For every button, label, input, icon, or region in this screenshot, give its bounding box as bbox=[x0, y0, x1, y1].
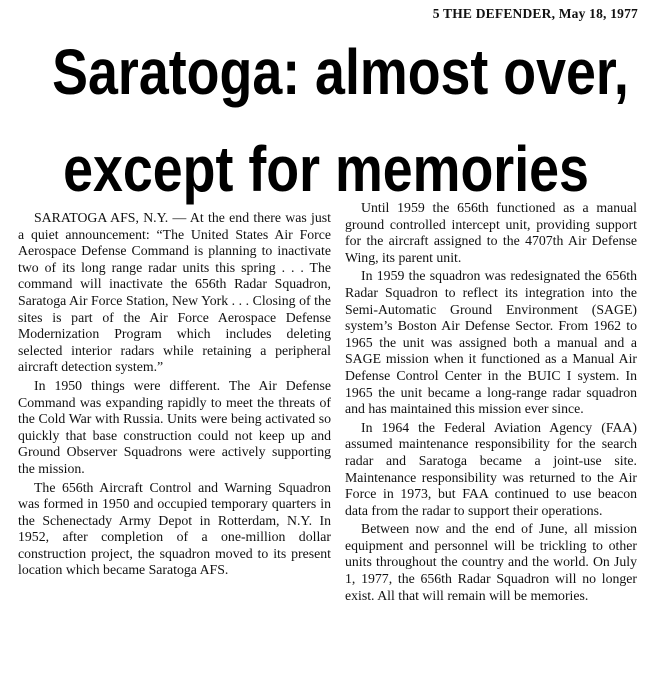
article-column-left bbox=[18, 210, 331, 581]
article-column-right bbox=[345, 200, 637, 606]
article-paragraph: Until 1959 the 656th functioned as a manual ground controlled intercept unit, providing support for the aircraft assigned to the 4707th Air Defense Wing, its parent unit. bbox=[345, 200, 637, 265]
page-folio: 5 THE DEFENDER, May 18, 1977 bbox=[432, 6, 638, 21]
article-paragraph: In 1959 the squadron was redesignated the 656th Radar Squadron to reflect its integration into the Semi-Automatic Ground Environment (SAGE) system’s Boston Air Defense Sector. From 1962 to 1965 the unit was assigned both a manual and a SAGE mission when it functioned as a Manual Air Defense Control Center in the BUIC I system. In 1965 the unit became a long-range radar squadron and has maintained this mission ever since. bbox=[345, 268, 637, 417]
article-paragraph: Between now and the end of June, all mission equipment and personnel will be trickling to other units throughout the country and the world. On July 1, 1977, the 656th Radar Squadron will no longer exist. All that will remain will be memories. bbox=[345, 521, 637, 603]
article-paragraph: SARATOGA AFS, N.Y. — At the end there was just a quiet announcement: “The United States Air Force Aerospace Defense Command is planning to inactivate two of its long range radar units this spring . . . The command will inactivate the 656th Radar Squadron, Saratoga Air Force Station, New York . . . Closing of the sites is part of the Air Force Aerospace Defense Modernization Program which includes deleting selected interior radars while retaining a peripheral aircraft detection system.” bbox=[18, 210, 331, 375]
headline-line-1: Saratoga: almost over, bbox=[52, 36, 629, 108]
article-paragraph: The 656th Aircraft Control and Warning Squadron was formed in 1950 and occupied temporary quarters in the Schenectady Army Depot in Rotterdam, N.Y. In 1952, after completion of a one-million dollar construction project, the squadron moved to its present location which became Saratoga AFS. bbox=[18, 479, 331, 578]
article-paragraph: In 1964 the Federal Aviation Agency (FAA) assumed maintenance responsibility for the search radar and Saratoga became a joint-use site. Maintenance responsibility was returned to the Air Force in 1973, but FAA continued to use beacon data from the radar to support their operations. bbox=[345, 419, 637, 518]
headline-line-2: except for memories bbox=[63, 133, 589, 205]
article-paragraph: In 1950 things were different. The Air Defense Command was expanding rapidly to meet the threats of the Cold War with Russia. Units were being activated so quickly that base construction could not keep up and Ground Observer Squadrons were actively supporting the mission. bbox=[18, 377, 331, 476]
